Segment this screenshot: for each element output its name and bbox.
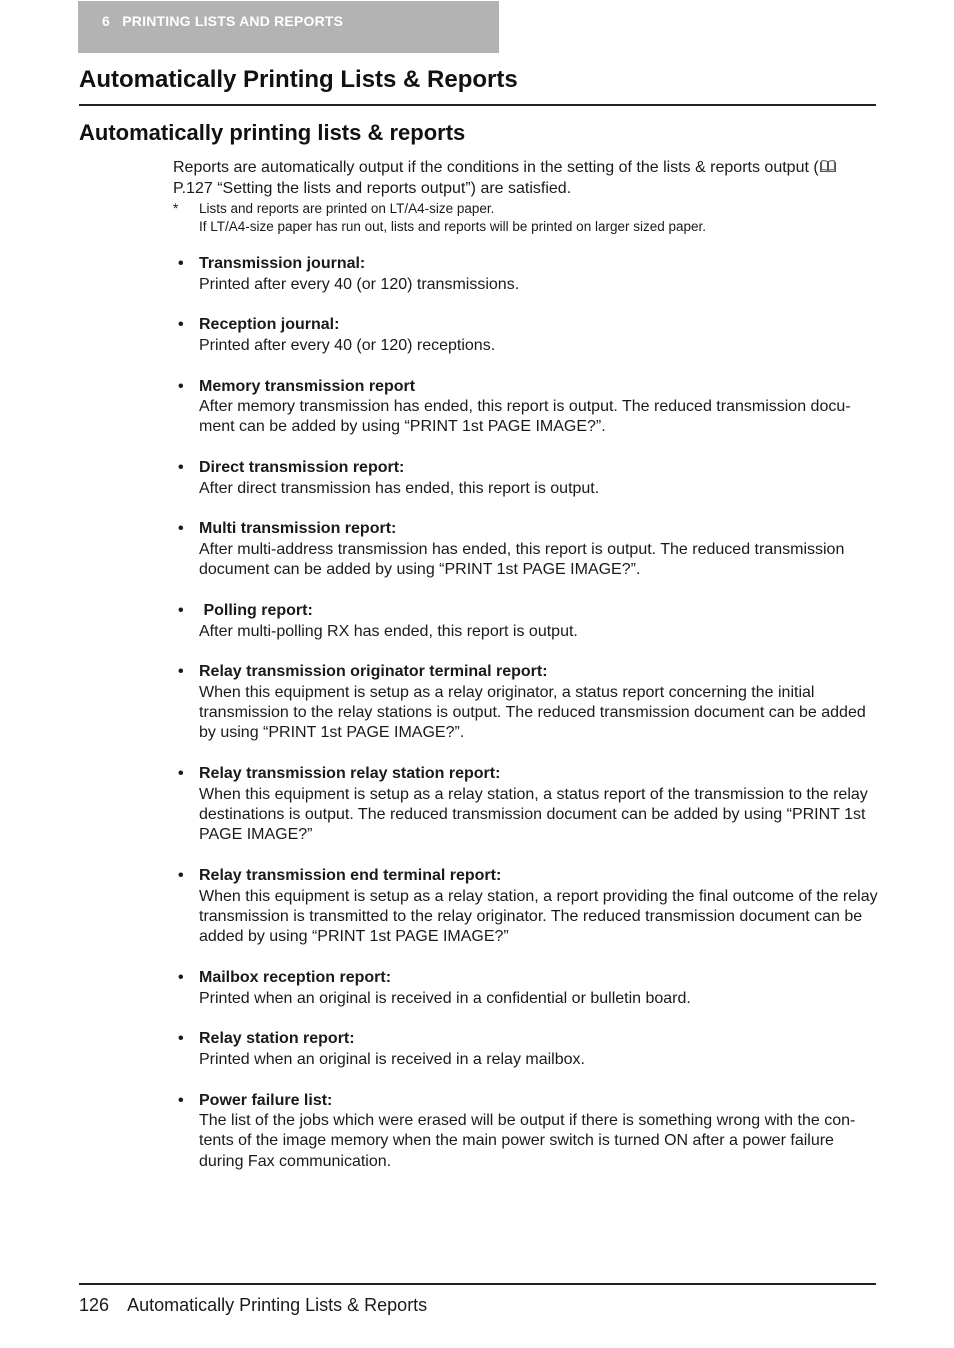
item-description: Printed after every 40 (or 120) receptions. [199, 336, 496, 354]
chapter-tab [78, 1, 499, 53]
list-item [178, 254, 878, 295]
intro-text-before: Reports are automatically output if the conditions in the setting of the lists & reports output ( [173, 159, 819, 176]
title-divider [79, 104, 876, 106]
item-description: When this equipment is setup as a relay originator, a status report concerning the initial transmission to the relay stations is output. The reduced transmission document can be added by using “PRINT 1st PAGE IMAGE?”. [199, 683, 866, 742]
note-line: Lists and reports are printed on LT/A4-size paper. [199, 201, 495, 216]
item-title: Relay transmission originator terminal report: [199, 663, 548, 681]
list-item [178, 866, 878, 947]
item-title: Reception journal: [199, 316, 340, 334]
item-description: After memory transmission has ended, this report is output. The reduced transmission docu-ment can be added by using “PRINT 1st PAGE IMAGE?”. [199, 398, 851, 436]
bullet: • [178, 377, 184, 395]
bullet: • [178, 765, 184, 783]
list-item [178, 377, 878, 438]
item-title: Memory transmission report [199, 377, 416, 395]
bullet: • [178, 867, 184, 885]
list-item [178, 519, 878, 580]
section-title: Automatically printing lists & reports [79, 120, 466, 145]
bullet: • [178, 602, 184, 620]
bullet: • [178, 316, 184, 334]
list-item [178, 1091, 878, 1172]
item-description: When this equipment is setup as a relay station, a report providing the final outcome of the relay transmission is transmitted to the relay originator. The reduced transmission document can be added by using “PRINT 1st PAGE IMAGE?” [199, 887, 878, 946]
bullet: • [178, 969, 184, 987]
list-item [178, 662, 878, 743]
bullet: • [178, 459, 184, 477]
note-line: If LT/A4-size paper has run out, lists and reports will be printed on larger sized paper. [199, 219, 707, 234]
page-footer [79, 1295, 427, 1316]
list-item [178, 764, 878, 845]
item-title: Polling report: [199, 602, 313, 620]
intro-paragraph [173, 158, 878, 199]
item-description: The list of the jobs which were erased will be output if there is something wrong with the con-tents of the image memory when the main power switch is turned ON after a power failure during Fax communication. [199, 1112, 856, 1170]
item-description: Printed when an original is received in a relay mailbox. [199, 1050, 585, 1068]
item-description: Printed when an original is received in a confidential or bulletin board. [199, 989, 691, 1007]
list-item [178, 315, 878, 356]
paper-note [173, 200, 878, 236]
list-item [178, 601, 878, 642]
bullet: • [178, 1030, 184, 1048]
item-description: After multi-address transmission has ended, this report is output. The reduced transmission document can be added by using “PRINT 1st PAGE IMAGE?”. [199, 540, 845, 579]
list-item [178, 458, 878, 499]
intro-text-after: P.127 “Setting the lists and reports output”) are satisfied. [173, 179, 572, 197]
item-description: After direct transmission has ended, this report is output. [199, 479, 600, 497]
running-title: Automatically Printing Lists & Reports [127, 1295, 428, 1315]
list-item [178, 1029, 878, 1070]
report-list [178, 254, 878, 1193]
item-title: Mailbox reception report: [199, 969, 392, 987]
item-title: Direct transmission report: [199, 459, 405, 477]
item-title: Transmission journal: [199, 255, 366, 272]
footer-divider [79, 1283, 876, 1285]
bullet: • [178, 520, 184, 538]
item-title: Relay transmission end terminal report: [199, 867, 502, 885]
page-number: 126 [79, 1295, 110, 1315]
item-title: Multi transmission report: [199, 520, 397, 538]
page-title: Automatically Printing Lists & Reports [79, 66, 518, 93]
list-item [178, 968, 878, 1009]
item-description: Printed after every 40 (or 120) transmissions. [199, 275, 520, 293]
bullet: • [178, 255, 184, 272]
item-title: Relay station report: [199, 1030, 355, 1048]
note-marker: * [173, 201, 179, 216]
item-description: When this equipment is setup as a relay station, a status report of the transmission to the relay destinations is output. The reduced transmission document can be added by using “PRINT 1st PAGE IMAGE?” [199, 785, 868, 844]
book-icon [819, 160, 837, 173]
item-description: After multi-polling RX has ended, this report is output. [199, 622, 578, 640]
bullet: • [178, 1091, 184, 1109]
item-title: Relay transmission relay station report: [199, 765, 501, 783]
chapter-tab-label: 6 PRINTING LISTS AND REPORTS [102, 13, 344, 29]
item-title: Power failure list: [199, 1091, 333, 1109]
bullet: • [178, 663, 184, 681]
